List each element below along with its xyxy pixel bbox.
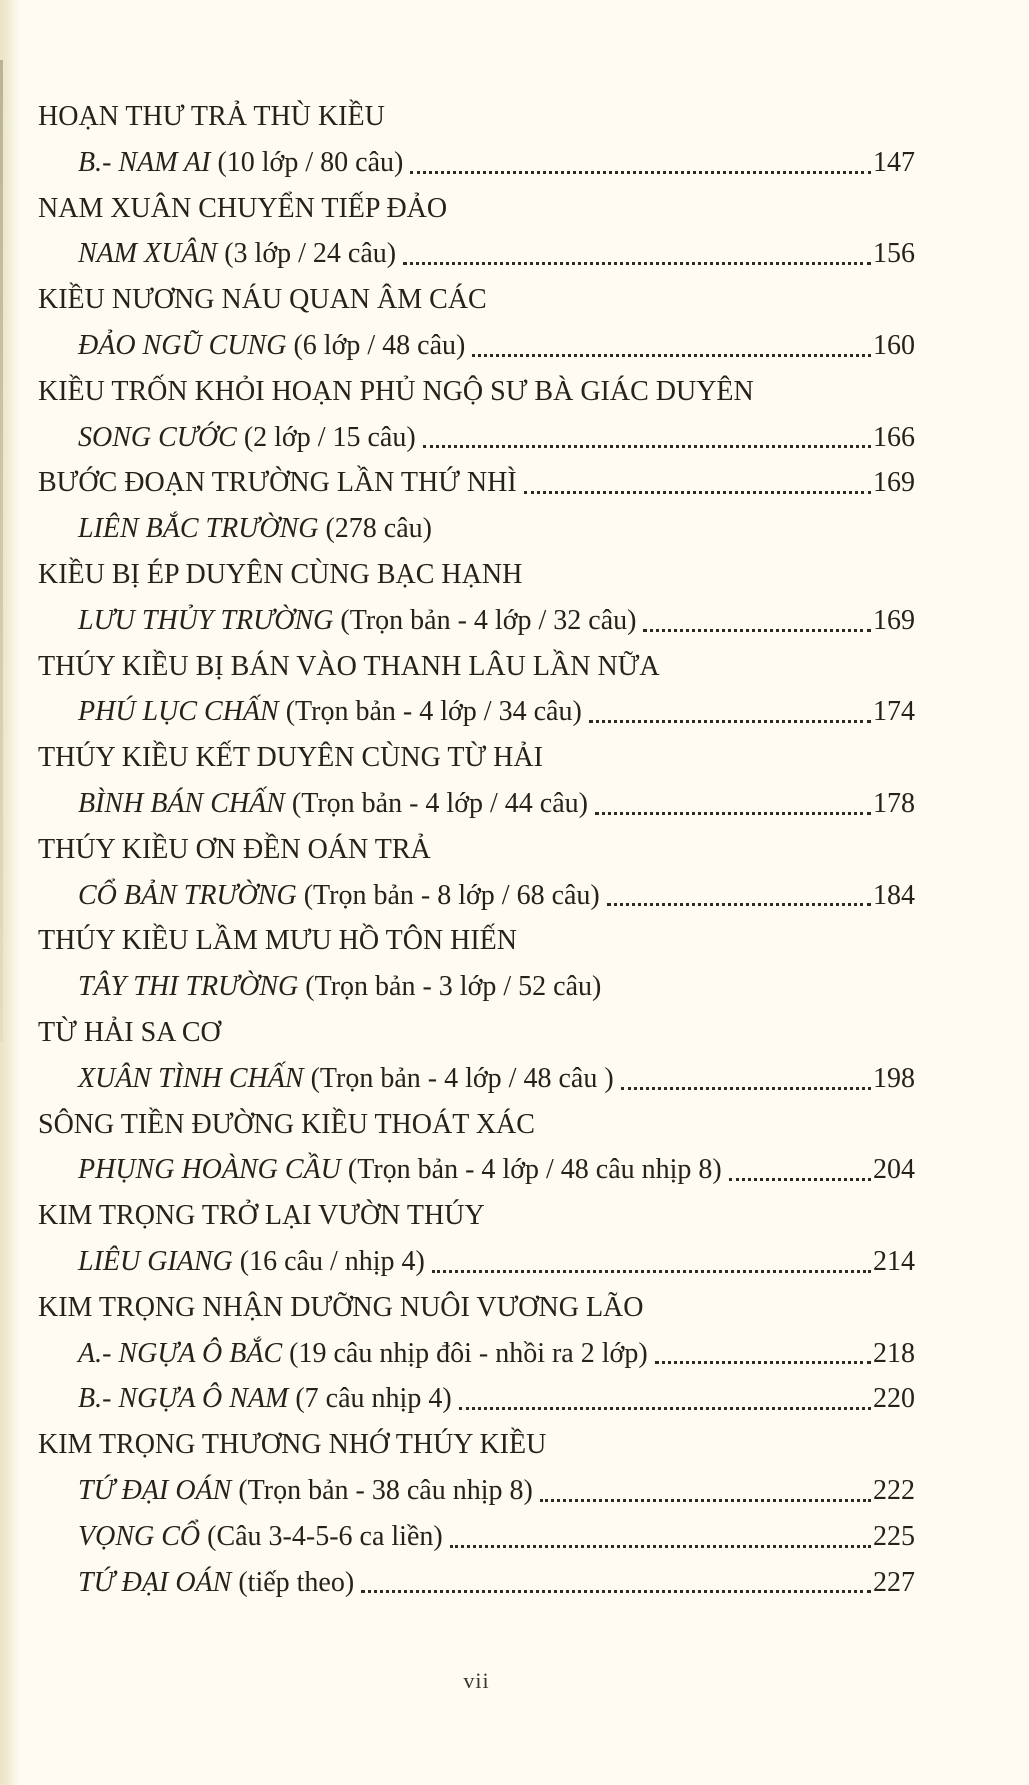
song-title: LIÊU GIANG <box>78 1245 233 1277</box>
toc-entry-label <box>78 1331 648 1377</box>
song-detail: (Trọn bản - 8 lớp / 68 câu) <box>296 879 600 911</box>
toc-entry-song <box>38 1147 915 1193</box>
song-detail: (Trọn bản - 4 lớp / 32 câu) <box>333 604 637 636</box>
toc-page-number: 147 <box>873 146 915 178</box>
toc-entry-section <box>38 186 915 232</box>
toc-entry-label: KIỀU TRỐN KHỎI HOẠN PHỦ NGỘ SƯ BÀ GIÁC DUYÊN <box>38 375 754 407</box>
song-title: LƯU THỦY TRƯỜNG <box>78 604 334 636</box>
toc-entry-section <box>38 1193 915 1239</box>
song-title: B.- NGỰA Ô NAM <box>78 1383 289 1415</box>
toc-page-number: 198 <box>873 1062 915 1094</box>
song-title: LIÊN BẮC TRƯỜNG <box>78 513 319 545</box>
song-detail: (Trọn bản - 4 lớp / 44 câu) <box>284 787 588 819</box>
toc-entry-label: KIM TRỌNG TRỞ LẠI VƯỜN THÚY <box>38 1200 485 1232</box>
song-title: CỔ BẢN TRƯỜNG <box>78 879 297 911</box>
toc-entry-label <box>78 323 465 369</box>
toc-entry-song <box>38 1239 915 1285</box>
toc-page-number: 166 <box>873 421 915 453</box>
toc-entry-label: KIM TRỌNG THƯƠNG NHỚ THÚY KIỀU <box>38 1429 547 1461</box>
song-title: VỌNG CỔ <box>78 1520 201 1552</box>
song-detail: (Trọn bản - 38 câu nhịp 8) <box>231 1474 533 1506</box>
toc-entry-section <box>38 1422 915 1468</box>
toc-entry-label <box>78 140 403 186</box>
toc-page-number: 222 <box>873 1474 915 1506</box>
toc-page-number: 204 <box>873 1154 915 1186</box>
toc-entry-label: BƯỚC ĐOẠN TRƯỜNG LẦN THỨ NHÌ <box>38 467 517 499</box>
toc-entry-label <box>78 231 396 277</box>
toc-page-number: 227 <box>873 1566 915 1598</box>
song-title: XUÂN TÌNH CHẤN <box>78 1062 304 1094</box>
toc-entry-song <box>38 1514 915 1560</box>
song-detail: (16 câu / nhịp 4) <box>232 1245 425 1277</box>
toc-entry-label: KIỀU NƯƠNG NÁU QUAN ÂM CÁC <box>38 284 487 316</box>
toc-entry-song <box>38 231 915 277</box>
toc-entry-label <box>78 689 582 735</box>
toc-entry-song <box>38 1560 915 1606</box>
toc-entry-section <box>38 552 915 598</box>
song-title: ĐẢO NGŨ CUNG <box>78 329 287 361</box>
dot-leader <box>450 1545 871 1548</box>
folio-page-number: vii <box>463 1668 490 1693</box>
toc-entry-label: TỪ HẢI SA CƠ <box>38 1016 221 1048</box>
dot-leader <box>472 354 871 357</box>
toc-entry-song <box>38 598 915 644</box>
toc-entry-label <box>78 781 588 827</box>
toc-page-number: 220 <box>873 1383 915 1415</box>
dot-leader <box>655 1361 871 1364</box>
song-title: PHÚ LỤC CHẤN <box>78 696 279 728</box>
toc-entry-section <box>38 644 915 690</box>
toc-entry-song <box>38 1331 915 1377</box>
dot-leader <box>595 812 871 815</box>
song-detail: (278 câu) <box>318 513 432 545</box>
song-title: BÌNH BÁN CHẤN <box>78 787 285 819</box>
toc-page-number: 214 <box>873 1245 915 1277</box>
toc-page-number: 160 <box>873 329 915 361</box>
toc-entry-label: NAM XUÂN CHUYỂN TIẾP ĐẢO <box>38 192 448 224</box>
song-title: TỨ ĐẠI OÁN <box>78 1474 232 1506</box>
toc-entry-section <box>38 94 915 140</box>
toc-entry-song <box>38 873 915 919</box>
dot-leader <box>589 720 871 723</box>
song-title: SONG CƯỚC <box>78 421 237 453</box>
song-detail: (Câu 3-4-5-6 ca liền) <box>200 1520 443 1552</box>
dot-leader <box>410 171 871 174</box>
toc-entry-label: SÔNG TIỀN ĐƯỜNG KIỀU THOÁT XÁC <box>38 1108 535 1140</box>
toc-entry-label: HOẠN THƯ TRẢ THÙ KIỀU <box>38 101 385 132</box>
dot-leader <box>643 629 871 632</box>
toc-entry-song <box>38 415 915 461</box>
toc-entry-label <box>78 506 432 552</box>
toc-page-number: 169 <box>873 604 915 636</box>
toc-entry-label <box>78 1514 443 1560</box>
toc-entry-label <box>78 1376 452 1422</box>
toc-entry-song <box>38 323 915 369</box>
toc-entry-song <box>38 1376 915 1422</box>
song-detail: (tiếp theo) <box>231 1566 355 1598</box>
toc-entry-label: THÚY KIỀU KẾT DUYÊN CÙNG TỪ HẢI <box>38 742 543 774</box>
toc-entry-song <box>38 140 915 186</box>
dot-leader <box>423 445 871 448</box>
toc-entry-label <box>78 598 636 644</box>
song-title: NAM XUÂN <box>78 238 218 270</box>
toc-entry-section <box>38 918 915 964</box>
page-scan-edge <box>0 0 20 1785</box>
dot-leader <box>540 1499 871 1502</box>
toc-page-number: 169 <box>873 467 915 499</box>
song-title: PHỤNG HOÀNG CẦU <box>78 1154 341 1186</box>
song-title: TÂY THI TRƯỜNG <box>78 971 299 1003</box>
toc-entry-label <box>78 1239 425 1285</box>
toc-page-number: 156 <box>873 238 915 270</box>
toc-page-number: 178 <box>873 787 915 819</box>
toc-page-number: 184 <box>873 879 915 911</box>
song-detail: (Trọn bản - 4 lớp / 48 câu nhịp 8) <box>340 1154 722 1186</box>
song-detail: (Trọn bản - 3 lớp / 52 câu) <box>298 971 602 1003</box>
toc-entry-song <box>38 964 915 1010</box>
song-detail: (10 lớp / 80 câu) <box>210 146 404 178</box>
toc-entry-song <box>38 1056 915 1102</box>
song-title: A.- NGỰA Ô BẮC <box>78 1337 283 1369</box>
toc-entry-song <box>38 781 915 827</box>
toc-entry-label <box>78 873 600 919</box>
dot-leader <box>361 1590 871 1593</box>
toc-entry-song <box>38 1468 915 1514</box>
dot-leader <box>403 262 871 265</box>
toc-entry-section <box>38 827 915 873</box>
toc-page-number: 218 <box>873 1337 915 1369</box>
toc-entry-label: THÚY KIỀU BỊ BÁN VÀO THANH LÂU LẦN NỮA <box>38 650 660 682</box>
toc-entry-section <box>38 460 915 506</box>
toc-entry-label: THÚY KIỀU LẦM MƯU HỒ TÔN HIẾN <box>38 925 518 957</box>
dot-leader <box>607 903 871 906</box>
dot-leader <box>432 1270 871 1273</box>
toc-entry-label: KIM TRỌNG NHẬN DƯỠNG NUÔI VƯƠNG LÃO <box>38 1291 644 1323</box>
song-detail: (6 lớp / 48 câu) <box>286 329 466 361</box>
toc-entry-section <box>38 277 915 323</box>
toc-entry-label: KIỀU BỊ ÉP DUYÊN CÙNG BẠC HẠNH <box>38 558 523 590</box>
toc-entry-label <box>78 964 601 1010</box>
toc-page-number: 174 <box>873 696 915 728</box>
dot-leader <box>729 1178 871 1181</box>
song-detail: (7 câu nhịp 4) <box>288 1383 452 1415</box>
dot-leader <box>459 1407 871 1410</box>
toc-entry-song <box>38 689 915 735</box>
toc-entry-label: THÚY KIỀU ƠN ĐỀN OÁN TRẢ <box>38 833 431 865</box>
dot-leader <box>524 491 871 494</box>
song-title: B.- NAM AI <box>78 146 211 178</box>
toc-entry-section <box>38 735 915 781</box>
toc-entry-label <box>78 1468 533 1514</box>
song-detail: (19 câu nhịp đôi - nhồi ra 2 lớp) <box>282 1337 648 1369</box>
toc-entry-section <box>38 1010 915 1056</box>
dot-leader <box>621 1087 871 1090</box>
toc-entry-label <box>78 1560 354 1606</box>
toc-list <box>38 94 915 1605</box>
page-footer <box>38 1668 915 1694</box>
song-detail: (Trọn bản - 4 lớp / 48 câu ) <box>303 1062 614 1094</box>
song-detail: (3 lớp / 24 câu) <box>217 238 397 270</box>
toc-entry-label <box>78 1147 722 1193</box>
toc-entry-label <box>78 415 416 461</box>
toc-entry-label <box>78 1056 614 1102</box>
toc-page-number: 225 <box>873 1520 915 1552</box>
toc-entry-section <box>38 1102 915 1148</box>
song-detail: (2 lớp / 15 câu) <box>236 421 416 453</box>
toc-entry-section <box>38 369 915 415</box>
toc-entry-song <box>38 506 915 552</box>
song-detail: (Trọn bản - 4 lớp / 34 câu) <box>278 696 582 728</box>
toc-entry-section <box>38 1285 915 1331</box>
song-title: TỨ ĐẠI OÁN <box>78 1566 232 1598</box>
